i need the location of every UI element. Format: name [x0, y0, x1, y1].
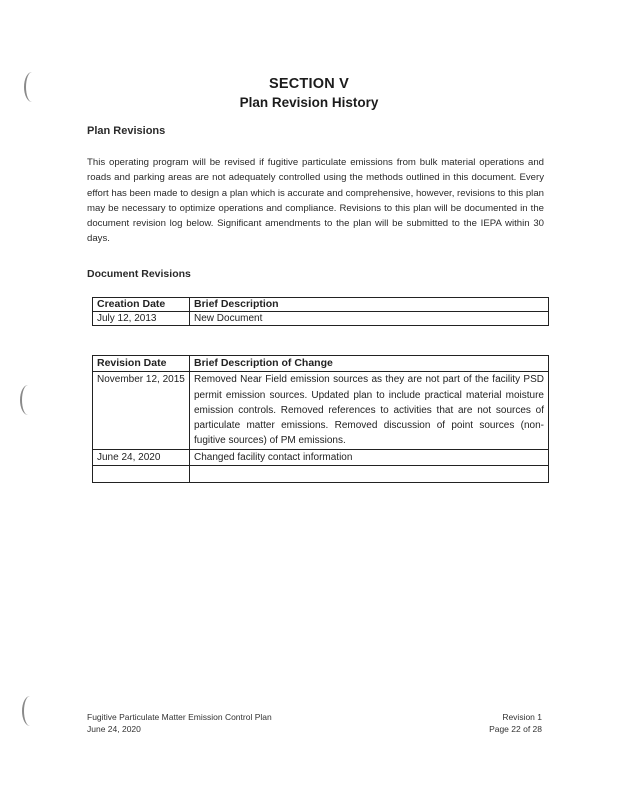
plan-revisions-paragraph: This operating program will be revised if fugitive particulate emissions from bulk material operations and roads and parking areas are not adequately controlled using the methods outlined in this document. Every effort has been made to design a plan which is accurate and comprehensive, however, revisions to this plan may be necessary to optimize operations and compliance. Revisions to this plan will be documented in the document revision log below. Significant amendments to the plan will be submitted to the IEPA within 30 days.: [87, 157, 544, 245]
binder-hole-bottom: [22, 696, 38, 726]
table-header-row: [93, 298, 549, 312]
plan-revisions-heading: Plan Revisions: [87, 125, 166, 137]
revision-date-cell: November 12, 2015: [93, 372, 190, 449]
footer-document-title: Fugitive Particulate Matter Emission Control Plan: [87, 712, 272, 722]
description-cell: New Document: [190, 312, 549, 326]
revision-date-cell: June 24, 2020: [93, 449, 190, 465]
creation-table: [92, 297, 549, 326]
footer-date: June 24, 2020: [87, 723, 141, 734]
footer-right: [489, 712, 542, 735]
section-number: SECTION V: [269, 76, 349, 92]
change-description-cell: [190, 466, 549, 483]
table-row: [93, 466, 549, 483]
footer-left: [87, 712, 272, 735]
revision-table: [92, 355, 549, 483]
table-row: [93, 372, 549, 449]
footer-revision: Revision 1: [502, 712, 542, 722]
change-description-cell: Removed Near Field emission sources as they are not part of the facility PSD permit emission sources. Updated plan to include practical material moisture emission controls. Removed references to activities that are not sources of particulate matter emissions. Removed discussion of point sources (non-fugitive sources) of PM emissions.: [190, 372, 549, 449]
table-header-row: [93, 356, 549, 372]
footer-page-number: Page 22 of 28: [489, 723, 542, 734]
page-title: Plan Revision History: [239, 95, 379, 110]
revision-date-cell: [93, 466, 190, 483]
table-row: [93, 449, 549, 465]
column-header: Brief Description of Change: [190, 356, 549, 372]
column-header: Revision Date: [93, 356, 190, 372]
document-revisions-heading: Document Revisions: [87, 268, 191, 280]
change-description-cell: Changed facility contact information: [190, 449, 549, 465]
binder-hole-middle: [20, 385, 36, 415]
table-row: [93, 312, 549, 326]
column-header: Brief Description: [190, 298, 549, 312]
column-header: Creation Date: [93, 298, 190, 312]
creation-date-cell: July 12, 2013: [93, 312, 190, 326]
